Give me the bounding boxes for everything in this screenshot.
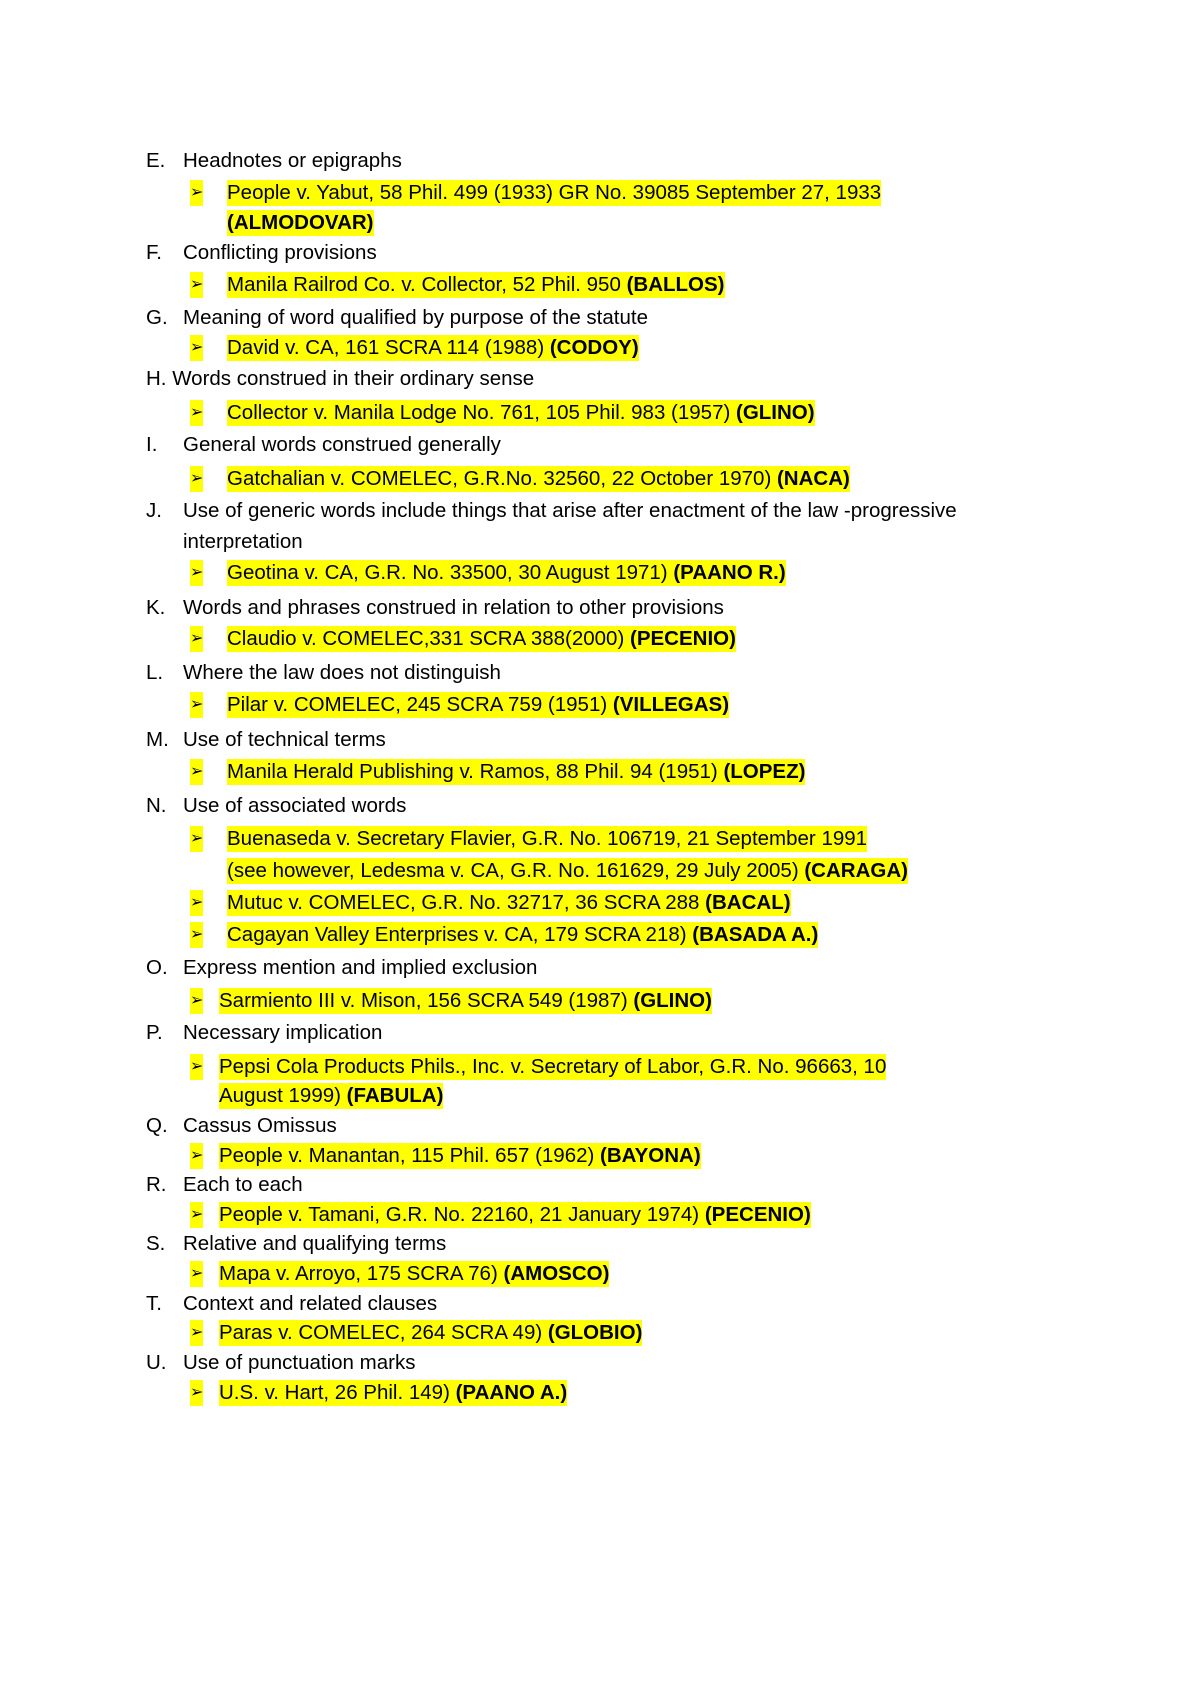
item-letter: N. (146, 794, 167, 817)
case-reporter: (ALMODOVAR) (227, 211, 374, 234)
case-citation: People v. Yabut, 58 Phil. 499 (1933) GR No. 39085 September 27, 1933 (227, 181, 882, 204)
item-topic: Cassus Omissus (183, 1114, 337, 1137)
item-topic-continued: interpretation (183, 530, 303, 553)
arrow-bullet-icon: ➢ (190, 1054, 203, 1080)
arrow-bullet-icon: ➢ (190, 1143, 203, 1169)
item-topic: Relative and qualifying terms (183, 1232, 447, 1255)
item-letter: L. (146, 661, 164, 684)
item-topic: Necessary implication (183, 1021, 383, 1044)
item-letter: U. (146, 1351, 167, 1374)
item-topic: Conflicting provisions (183, 241, 377, 264)
item-topic: Context and related clauses (183, 1292, 438, 1315)
case-citation: David v. CA, 161 SCRA 114 (1988) (CODOY) (227, 336, 639, 359)
arrow-bullet-icon: ➢ (190, 759, 203, 785)
arrow-bullet-icon: ➢ (190, 922, 203, 948)
arrow-bullet-icon: ➢ (190, 626, 203, 652)
case-citation: People v. Tamani, G.R. No. 22160, 21 January 1974) (PECENIO) (219, 1203, 811, 1226)
arrow-bullet-icon: ➢ (190, 826, 203, 852)
item-letter: R. (146, 1173, 167, 1196)
case-citation: Claudio v. COMELEC,331 SCRA 388(2000) (PECENIO) (227, 627, 736, 650)
case-citation: U.S. v. Hart, 26 Phil. 149) (PAANO A.) (219, 1381, 568, 1404)
item-topic: General words construed generally (183, 433, 501, 456)
item-topic: Each to each (183, 1173, 303, 1196)
arrow-bullet-icon: ➢ (190, 1261, 203, 1287)
item-topic: Use of associated words (183, 794, 407, 817)
case-citation: Gatchalian v. COMELEC, G.R.No. 32560, 22 October 1970) (NACA) (227, 467, 850, 490)
case-citation: Pilar v. COMELEC, 245 SCRA 759 (1951) (VILLEGAS) (227, 693, 730, 716)
arrow-bullet-icon: ➢ (190, 180, 203, 206)
case-citation: Mapa v. Arroyo, 175 SCRA 76) (AMOSCO) (219, 1262, 610, 1285)
item-topic: Headnotes or epigraphs (183, 149, 402, 172)
arrow-bullet-icon: ➢ (190, 335, 203, 361)
item-letter: P. (146, 1021, 163, 1044)
item-topic: Meaning of word qualified by purpose of the statute (183, 306, 648, 329)
arrow-bullet-icon: ➢ (190, 1202, 203, 1228)
case-citation: Mutuc v. COMELEC, G.R. No. 32717, 36 SCRA 288 (BACAL) (227, 891, 791, 914)
item-letter: M. (146, 728, 169, 751)
item-letter: F. (146, 241, 162, 264)
arrow-bullet-icon: ➢ (190, 272, 203, 298)
arrow-bullet-icon: ➢ (190, 890, 203, 916)
item-topic: Where the law does not distinguish (183, 661, 501, 684)
item-topic: Express mention and implied exclusion (183, 956, 538, 979)
item-letter: S. (146, 1232, 166, 1255)
arrow-bullet-icon: ➢ (190, 988, 203, 1014)
arrow-bullet-icon: ➢ (190, 1320, 203, 1346)
case-citation: Manila Herald Publishing v. Ramos, 88 Phil. 94 (1951) (LOPEZ) (227, 760, 806, 783)
arrow-bullet-icon: ➢ (190, 1380, 203, 1406)
item-topic: H. Words construed in their ordinary sense (146, 367, 535, 390)
item-topic: Words and phrases construed in relation to other provisions (183, 596, 724, 619)
case-citation: Buenaseda v. Secretary Flavier, G.R. No. 106719, 21 September 1991 (227, 827, 868, 850)
item-letter: I. (146, 433, 158, 456)
arrow-bullet-icon: ➢ (190, 400, 203, 426)
case-citation: Manila Railrod Co. v. Collector, 52 Phil. 950 (BALLOS) (227, 273, 725, 296)
item-letter: T. (146, 1292, 162, 1315)
item-letter: G. (146, 306, 168, 329)
case-citation: Geotina v. CA, G.R. No. 33500, 30 August 1971) (PAANO R.) (227, 561, 786, 584)
item-letter: E. (146, 149, 166, 172)
case-citation: Pepsi Cola Products Phils., Inc. v. Secretary of Labor, G.R. No. 96663, 10 (219, 1055, 887, 1078)
item-letter: K. (146, 596, 166, 619)
case-citation-note: (see however, Ledesma v. CA, G.R. No. 161629, 29 July 2005) (CARAGA) (227, 859, 908, 882)
item-letter: J. (146, 499, 162, 522)
arrow-bullet-icon: ➢ (190, 692, 203, 718)
arrow-bullet-icon: ➢ (190, 560, 203, 586)
item-topic: Use of generic words include things that arise after enactment of the law -progressive (183, 499, 957, 522)
item-letter: O. (146, 956, 168, 979)
case-citation: Sarmiento III v. Mison, 156 SCRA 549 (1987) (GLINO) (219, 989, 712, 1012)
case-citation-continued: August 1999) (FABULA) (219, 1084, 444, 1107)
item-letter: Q. (146, 1114, 168, 1137)
case-citation: People v. Manantan, 115 Phil. 657 (1962) (BAYONA) (219, 1144, 701, 1167)
case-citation: Paras v. COMELEC, 264 SCRA 49) (GLOBIO) (219, 1321, 643, 1344)
case-citation: Collector v. Manila Lodge No. 761, 105 Phil. 983 (1957) (GLINO) (227, 401, 815, 424)
case-citation: Cagayan Valley Enterprises v. CA, 179 SCRA 218) (BASADA A.) (227, 923, 819, 946)
item-topic: Use of technical terms (183, 728, 386, 751)
arrow-bullet-icon: ➢ (190, 466, 203, 492)
item-topic: Use of punctuation marks (183, 1351, 416, 1374)
